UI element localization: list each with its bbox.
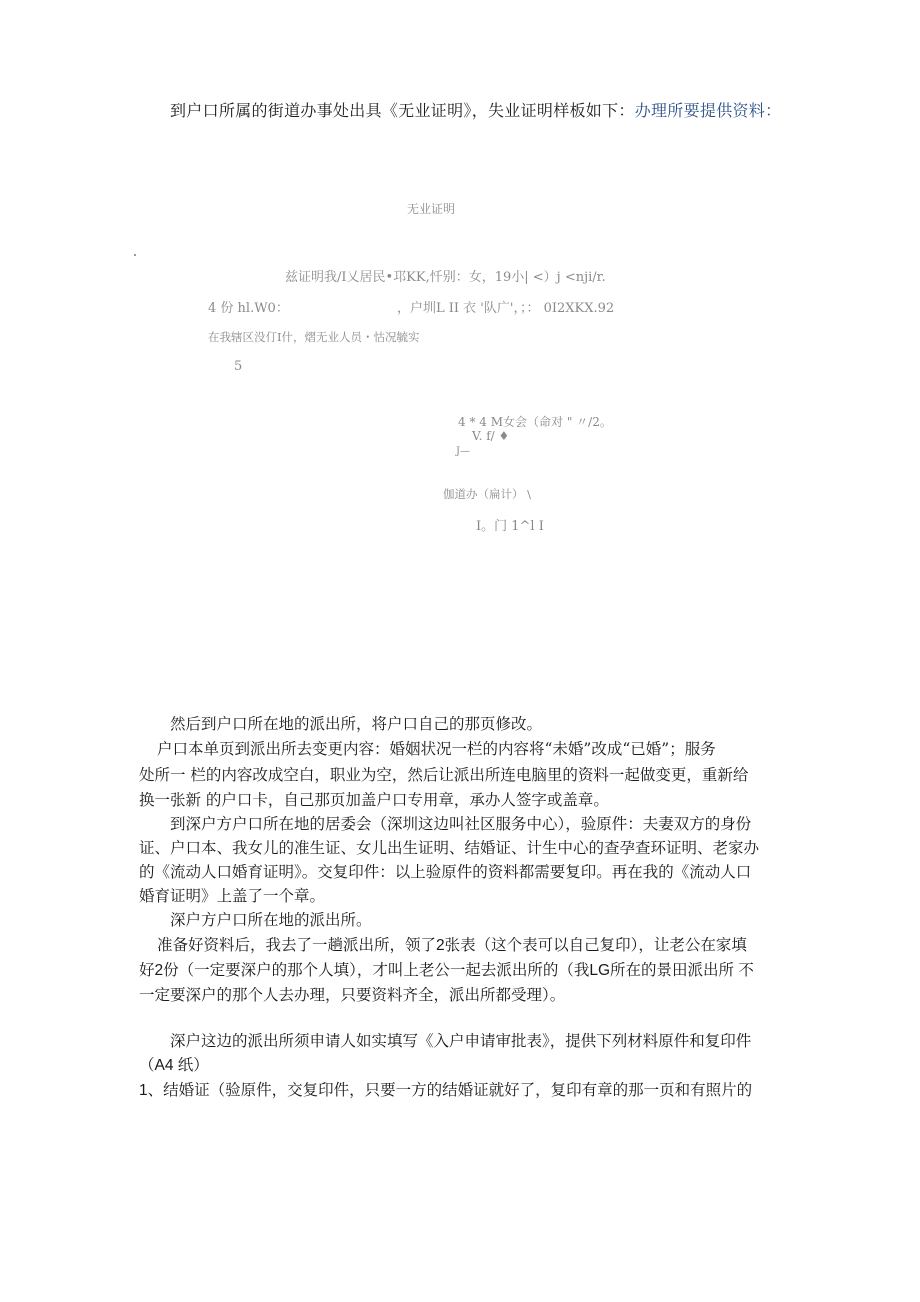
paragraph-2-line-3: 换一张新 的户口卡，自己那页加盖户口专用章，承办人签字或盖章。	[139, 791, 609, 809]
intro-line	[170, 98, 781, 121]
certificate-line-2-left: 4 份 hl.W0：	[208, 301, 289, 316]
paragraph-7: 1、结婚证（验原件，交复印件，只要一方的结婚证就好了，复印有章的那一页和有照片的	[139, 1082, 753, 1099]
paragraph-6-line-2: （A4 纸）	[139, 1057, 209, 1074]
paragraph-3-line-2: 证、户口本、我女儿的准生证、女儿出生证明、结婚证、计生中心的查孕查环证明、老家办	[139, 839, 760, 857]
paragraph-2-line-2: 处所一 栏的内容改成空白，职业为空，然后让派出所连电脑里的资料一起做变更，重新给	[139, 766, 749, 784]
paragraph-5-line-3: 一定要深户的那个人去办理，只要资料齐全，派出所都受理）。	[139, 987, 566, 1004]
paragraph-1: 然后到户口所在地的派出所，将户口自己的那页修改。	[170, 715, 543, 733]
certificate-line-1: 兹证明我/I乂居民•邛KK,忏别：女，19小| <）j <nji/r.	[285, 270, 606, 285]
stamp-text-3: J—	[456, 446, 471, 457]
paragraph-5-line-2: 好2份（一定要深户的那个人填），才叫上老公一起去派出所的（我LG所在的景田派出所 不	[139, 962, 754, 979]
certificate-title: 无业证明	[407, 202, 456, 216]
paragraph-2-line-1: 户口本单页到派出所去变更内容：婚姻状况一栏的内容将“未婚”改成“已婚”；服务	[157, 740, 716, 758]
paragraph-3-line-4: 婚育证明》上盖了一个章。	[139, 887, 326, 905]
certificate-line-2-right: ，户圳L II 衣 '队广'，；： 0I2XKX.92	[397, 301, 615, 316]
paragraph-5-line-1: 准备好资料后，我去了一趟派出所，领了2张表（这个表可以自己复印），让老公在家填	[157, 937, 747, 954]
paragraph-3-line-1: 到深户方户口所在地的居委会（深圳这边叫社区服务中心），验原件：夫妻双方的身份	[170, 815, 752, 833]
stamp-text-1: 4 * 4 M女会（命对 " 〃/2。	[458, 415, 612, 429]
certificate-footer-1: 伽道办（扁计） \	[443, 487, 532, 501]
certificate-line-4: 5	[234, 359, 243, 374]
stamp-text-2: V. f/ ♦	[472, 429, 510, 443]
paragraph-6-line-1: 深户这边的派出所须申请人如实填写《入户申请审批表》，提供下列材料原件和复印件	[170, 1032, 752, 1050]
certificate-footer-2: I。门 1^l I	[476, 519, 544, 534]
paragraph-4: 深户方户口所在地的派出所。	[170, 911, 372, 929]
paragraph-3-line-3: 的《流动人口婚育证明》。交复印件：以上验原件的资料都需要复印。再在我的《流动人口	[139, 863, 752, 881]
certificate-line-3: 在我辖区没仃I什，熠无业人员・怙况毓实	[208, 330, 420, 344]
intro-text: 到户口所属的街道办事处出具《无业证明》，失业证明样板如下：	[170, 101, 635, 120]
intro-link[interactable]: 办理所要提供资料：	[634, 101, 782, 120]
scan-speck	[134, 254, 136, 256]
